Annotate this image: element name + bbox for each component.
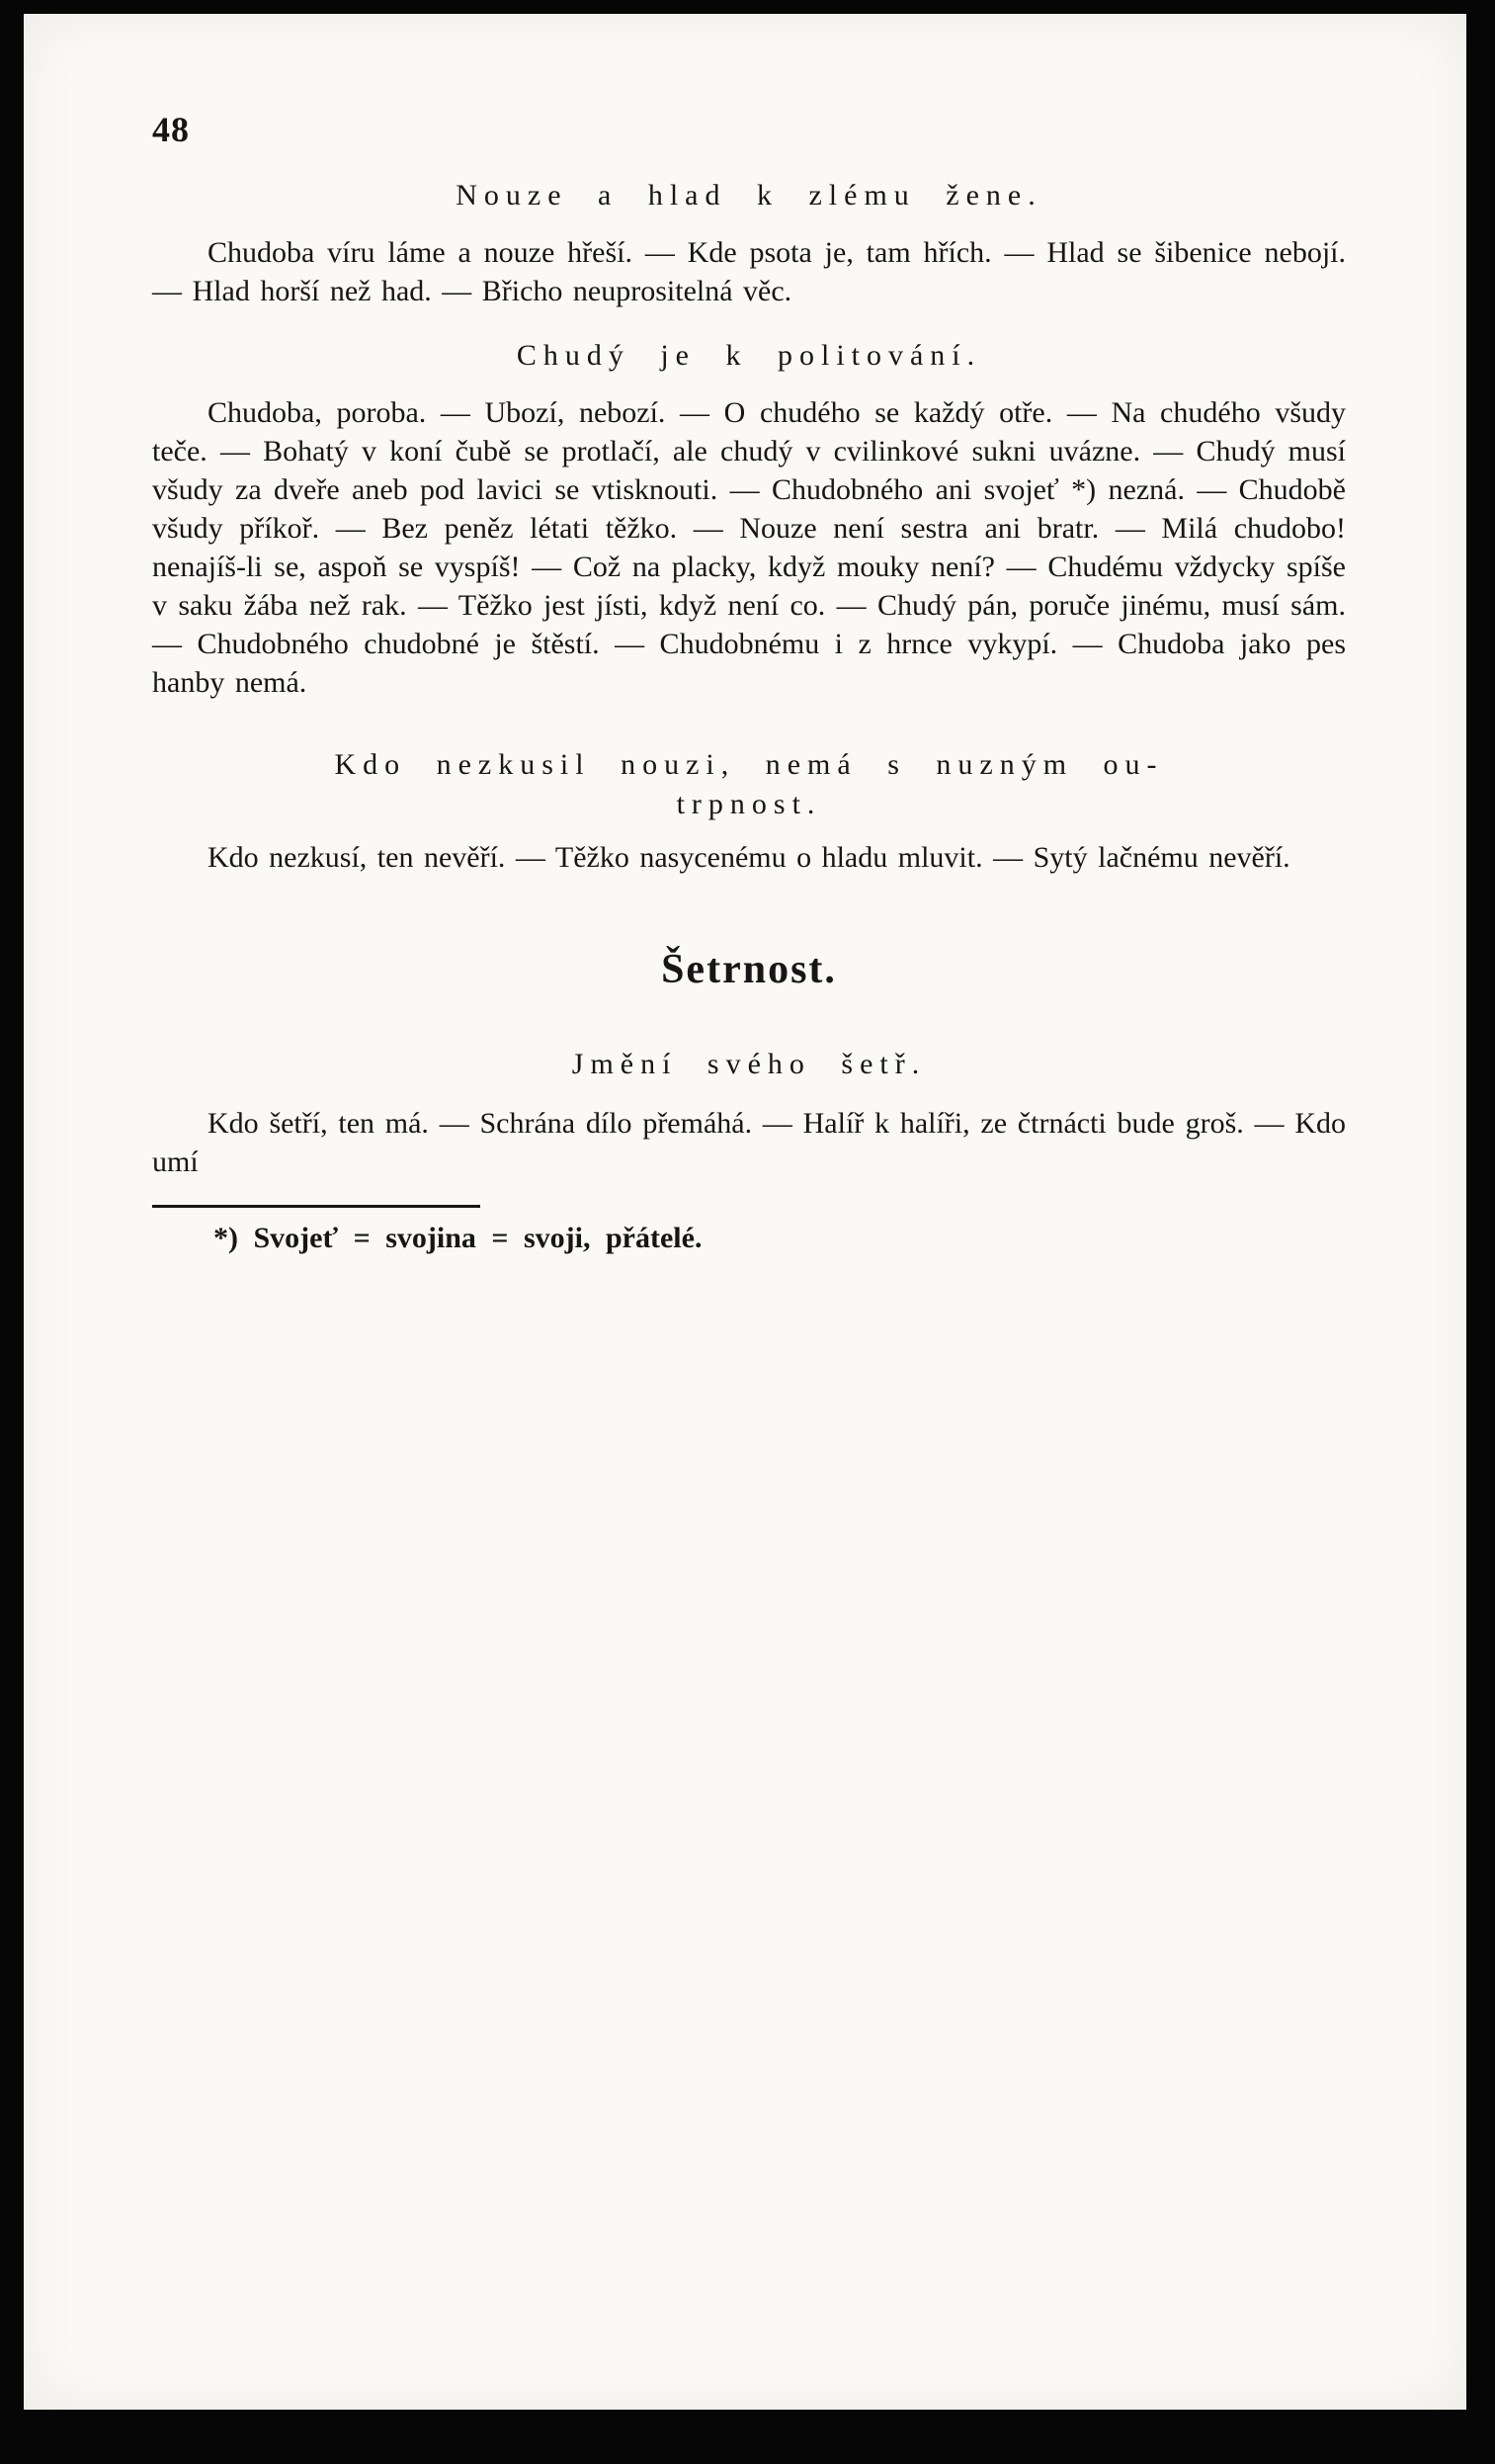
heading-jmeni-sveho-setr: Jmění svého šetř. [571, 1048, 927, 1080]
footnote-svojet: *) Svojeť = svojina = svoji, přátelé. [213, 1222, 703, 1254]
paragraph-chudoba-poroba: Chudoba, poroba. — Ubozí, nebozí. — O chudého se každý otře. — Na chudého všudy teče. — Bohatý v koní čubě se protlačí, ale chudý v cvilinkové sukni uvázne. — Chudý musí všudy za dveře aneb pod lavici se vtisknouti. — Chudobného ani svojeť *) nezná. — Chudobě všudy příkoř. — Bez peněz létati těžko. — Nouze není sestra ani bratr. — Milá chudobo! nenajíš-li se, aspoň se vyspíš! — Což na placky, když mouky není? — Chudému vždycky spíše v saku žába než rak. — Těžko jest jísti, když není co. — Chudý pán, poruče jinému, musí sám. — Chudobného chudobné je štěstí. — Chudobnému i z hrnce vykypí. — Chudoba jako pes hanby nemá. [152, 396, 1346, 699]
paragraph-chudoba-viru: Chudoba víru láme a nouze hřeší. — Kde psota je, tam hřích. — Hlad se šibenice nebojí. — Hlad horší než had. — Břicho neuprositelná věc. [152, 236, 1346, 307]
heading-nouze-a-hlad: Nouze a hlad k zlému žene. [456, 179, 1042, 212]
paragraph-kdo-nezkusi: Kdo nezkusí, ten nevěří. — Těžko nasycenému o hladu mluvit. — Sytý lačnému nevěří. [208, 841, 1290, 874]
heading-line-2: trpnost. [676, 788, 822, 820]
footnote-divider [152, 1205, 480, 1208]
paragraph-kdo-setri: Kdo šetří, ten má. — Schrána dílo přemáhá. — Halíř k halíři, ze čtrnácti bude groš. — Kdo umí [152, 1107, 1346, 1178]
heading-kdo-nezkusil-nouzi [152, 745, 1346, 824]
page-content [24, 14, 1445, 1255]
heading-chudy-je-k-politovani: Chudý je k politování. [516, 339, 982, 372]
section-title-setrnost: Šetrnost. [661, 947, 837, 992]
book-page [24, 14, 1466, 2410]
heading-line-1: Kdo nezkusil nouzi, nemá s nuzným ou- [334, 748, 1164, 781]
page-number: 48 [152, 110, 190, 149]
